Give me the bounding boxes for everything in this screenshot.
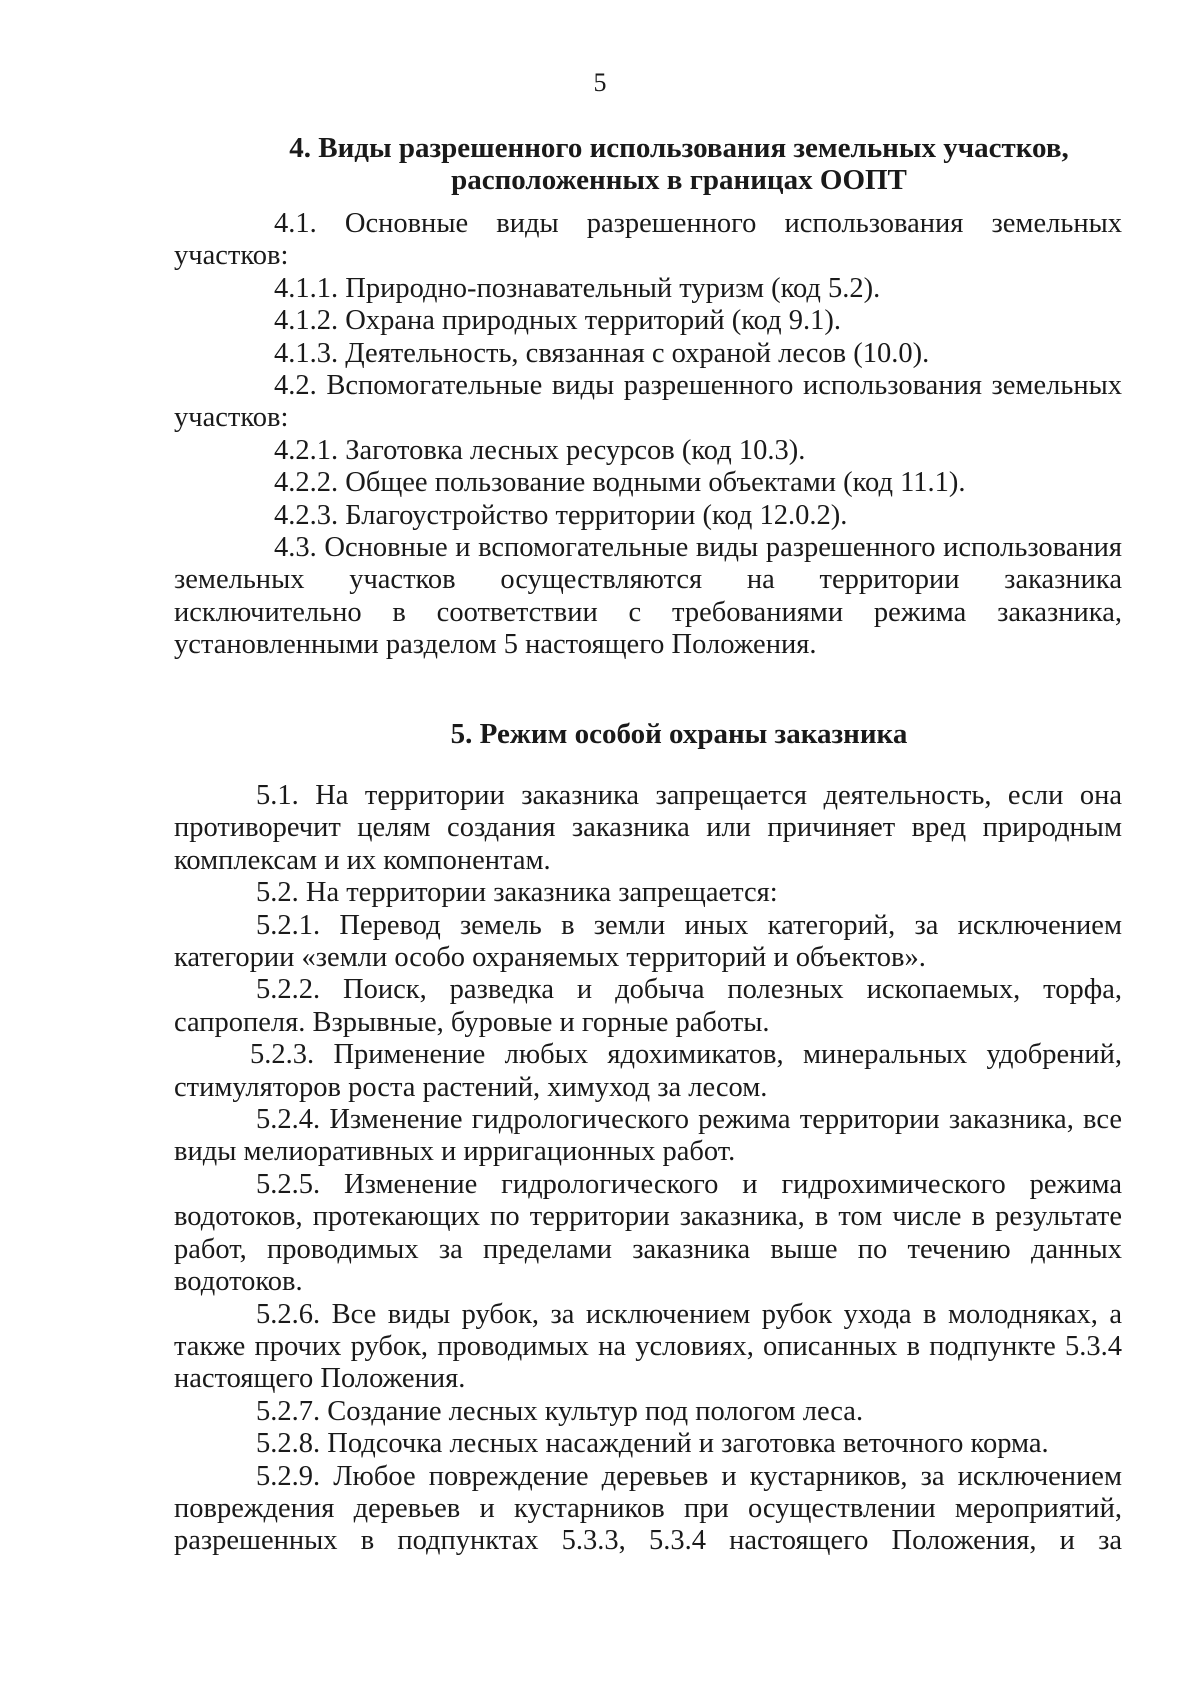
paragraph-5-2-1: 5.2.1. Перевод земель в земли иных категорий, за исключением категории «земли особо охраняемых территорий и объектов». (174, 909, 1122, 974)
paragraph-5-2-7: 5.2.7. Создание лесных культур под пологом леса. (256, 1395, 864, 1427)
paragraph-4-1-3: 4.1.3. Деятельность, связанная с охраной лесов (10.0). (274, 337, 930, 369)
paragraph-4-1-1: 4.1.1. Природно-познавательный туризм (код 5.2). (274, 272, 881, 304)
paragraph-4-2-1: 4.2.1. Заготовка лесных ресурсов (код 10.3). (274, 434, 806, 466)
paragraph-4-2-2: 4.2.2. Общее пользование водными объектами (код 11.1). (274, 467, 966, 499)
page-number: 5 (593, 68, 607, 97)
section-4-heading (170, 132, 1188, 196)
section-5-title: 5. Режим особой охраны заказника (450, 718, 908, 750)
section-4-title-line-1: 4. Виды разрешенного использования земельных участков, (289, 132, 1069, 164)
paragraph-4-3: 4.3. Основные и вспомогательные виды разрешенного использования земельных участков осуществляются на территории заказника исключительно в соответствии с требованиями режима заказника, установленными разделом 5 настоящего Положения. (174, 532, 1122, 661)
paragraph-5-2-5: 5.2.5. Изменение гидрологического и гидрохимического режима водотоков, протекающих по территории заказника, в том числе в результате работ, проводимых за пределами заказника выше по течению данных водотоков. (174, 1168, 1122, 1298)
paragraph-5-2-4: 5.2.4. Изменение гидрологического режима территории заказника, все виды мелиоративных и ирригационных работ. (174, 1104, 1122, 1168)
paragraph-4-1: 4.1. Основные виды разрешенного использования земельных участков: (174, 208, 1122, 272)
paragraph-5-2: 5.2. На территории заказника запрещается: (256, 877, 778, 909)
section-5-heading (170, 718, 1188, 750)
section-4-title-line-2: расположенных в границах ООПТ (451, 164, 907, 196)
paragraph-4-1-2: 4.1.2. Охрана природных территорий (код 9.1). (274, 305, 841, 337)
paragraph-4-2-3: 4.2.3. Благоустройство территории (код 12.0.2). (274, 499, 848, 531)
paragraph-5-2-8: 5.2.8. Подсочка лесных насаждений и заготовка веточного корма. (256, 1428, 1049, 1460)
paragraph-5-2-6: 5.2.6. Все виды рубок, за исключением рубок ухода в молодняках, а также прочих рубок, проводимых на условиях, описанных в подпункте 5.3.4 настоящего Положения. (174, 1298, 1122, 1395)
paragraph-5-2-2: 5.2.2. Поиск, разведка и добыча полезных ископаемых, торфа, сапропеля. Взрывные, буровые и горные работы. (174, 974, 1122, 1038)
paragraph-5-2-9: 5.2.9. Любое повреждение деревьев и кустарников, за исключением повреждения деревьев и кустарников при осуществлении мероприятий, разрешенных в подпунктах 5.3.3, 5.3.4 настоящего Положения, и за (174, 1460, 1122, 1557)
section-5-body (174, 780, 1122, 1558)
paragraph-5-1: 5.1. На территории заказника запрещается деятельность, если она противоречит целям создания заказника или причиняет вред природным комплексам и их компонентам. (174, 780, 1122, 876)
section-4-body (174, 208, 1122, 662)
paragraph-4-2: 4.2. Вспомогательные виды разрешенного использования земельных участков: (174, 370, 1122, 434)
paragraph-5-2-3: 5.2.3. Применение любых ядохимикатов, минеральных удобрений, стимуляторов роста растений, химуход за лесом. (174, 1039, 1122, 1103)
